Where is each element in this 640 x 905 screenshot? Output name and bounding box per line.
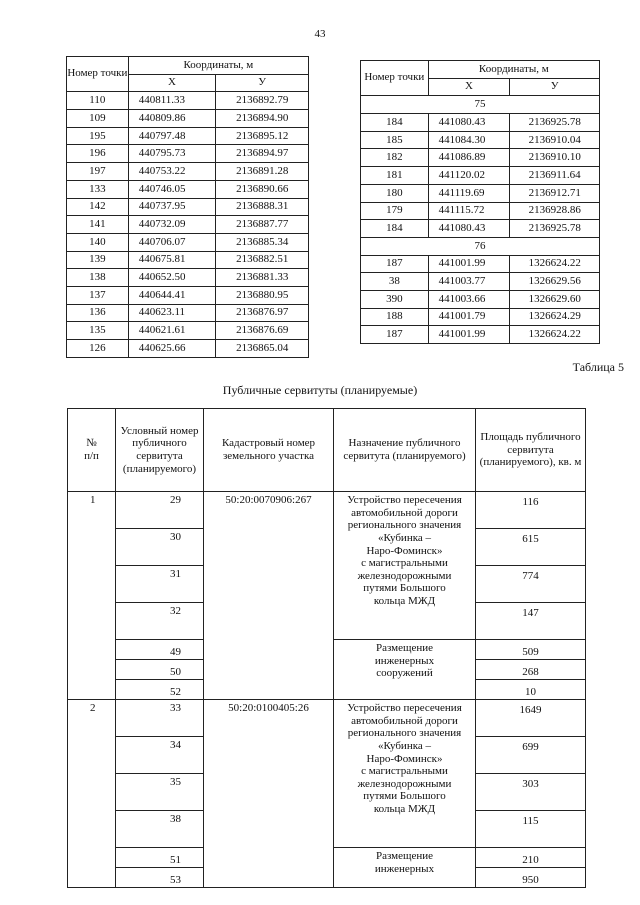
cell-y: 1326624.22 (510, 255, 600, 273)
group-label: 76 (361, 237, 600, 255)
group-row (361, 96, 600, 114)
servitude-number: 52 (116, 680, 204, 700)
cell-x: 441001.99 (428, 255, 510, 273)
cell-x: 441003.66 (428, 290, 510, 308)
cell-x: 440795.73 (128, 145, 216, 163)
purpose-text: Размещение инженерных (334, 848, 476, 888)
cell-y: 2136925.78 (510, 114, 600, 132)
table-row (67, 127, 309, 145)
area-value: 699 (476, 737, 586, 774)
cell-point: 38 (361, 273, 429, 291)
cell-x: 441120.02 (428, 167, 510, 185)
area-value: 10 (476, 680, 586, 700)
cell-y: 2136894.90 (216, 110, 309, 128)
cell-x: 441084.30 (428, 131, 510, 149)
cell-y: 2136892.79 (216, 92, 309, 110)
cell-x: 441080.43 (428, 220, 510, 238)
cell-x: 440625.66 (128, 340, 216, 358)
servitudes-table (67, 408, 586, 888)
area-value: 210 (476, 848, 586, 868)
cell-y: 1326629.56 (510, 273, 600, 291)
cell-x: 440675.81 (128, 251, 216, 269)
table-row (361, 308, 600, 326)
area-value: 615 (476, 529, 586, 566)
table-row (67, 198, 309, 216)
header-coordinates: Координаты, м (428, 61, 599, 79)
cell-y: 2136885.34 (216, 233, 309, 251)
table-row (361, 184, 600, 202)
area-value: 1649 (476, 700, 586, 737)
cell-y: 1326624.29 (510, 308, 600, 326)
table-row (361, 114, 600, 132)
table-row (361, 149, 600, 167)
cell-point: 188 (361, 308, 429, 326)
cell-y: 2136880.95 (216, 286, 309, 304)
table-row (67, 110, 309, 128)
header-x: X (428, 78, 510, 96)
cell-point: 126 (67, 340, 129, 358)
cell-point: 140 (67, 233, 129, 251)
cell-x: 440732.09 (128, 216, 216, 234)
table-row (67, 145, 309, 163)
servitude-number: 30 (116, 529, 204, 566)
header-servitude-number: Условный номер публичного сервитута (планируемого) (116, 409, 204, 492)
table-row (67, 216, 309, 234)
group-row (361, 237, 600, 255)
left-coordinates-table (66, 56, 309, 358)
cell-point: 109 (67, 110, 129, 128)
servitude-number: 38 (116, 811, 204, 848)
table-title: Публичные сервитуты (планируемые) (222, 383, 418, 397)
header-area: Площадь публичного сервитута (планируемого), кв. м (476, 409, 586, 492)
cell-point: 138 (67, 269, 129, 287)
cell-y: 2136894.97 (216, 145, 309, 163)
cell-x: 441001.99 (428, 326, 510, 344)
header-point-number: Номер точки (67, 57, 129, 92)
cell-x: 441115.72 (428, 202, 510, 220)
cell-y: 2136881.33 (216, 269, 309, 287)
cell-y: 2136888.31 (216, 198, 309, 216)
table-row (67, 340, 309, 358)
cell-point: 184 (361, 114, 429, 132)
table-row (361, 220, 600, 238)
cell-point: 133 (67, 180, 129, 198)
header-cadastral-number: Кадастровый номер земельного участка (204, 409, 334, 492)
area-value: 509 (476, 640, 586, 660)
servitude-number: 34 (116, 737, 204, 774)
cell-point: 187 (361, 326, 429, 344)
area-value: 115 (476, 811, 586, 848)
cell-y: 2136890.66 (216, 180, 309, 198)
header-x: X (128, 74, 216, 92)
cell-point: 110 (67, 92, 129, 110)
servitude-number: 50 (116, 660, 204, 680)
cell-x: 441003.77 (428, 273, 510, 291)
cell-point: 185 (361, 131, 429, 149)
header-coordinates: Координаты, м (128, 57, 308, 75)
cell-x: 440737.95 (128, 198, 216, 216)
cell-point: 139 (67, 251, 129, 269)
cell-point: 184 (361, 220, 429, 238)
table-row (361, 131, 600, 149)
area-value: 774 (476, 566, 586, 603)
cell-point: 141 (67, 216, 129, 234)
purpose-text: Устройство пересечения автомобильной дороги регионального значения «Кубинка – Наро-Фоминск» с магистральными железнодорожными путями Большого кольца МЖД (334, 700, 476, 848)
cadastral-number: 50:20:0070906:267 (204, 492, 334, 700)
table-row (67, 251, 309, 269)
cell-point: 187 (361, 255, 429, 273)
table-row (361, 202, 600, 220)
table-label: Таблица 5 (572, 360, 624, 374)
cell-x: 441001.79 (428, 308, 510, 326)
cell-x: 440809.86 (128, 110, 216, 128)
table-row (67, 304, 309, 322)
header-y: У (510, 78, 600, 96)
cell-point: 135 (67, 322, 129, 340)
table-row (67, 322, 309, 340)
servitude-number: 51 (116, 848, 204, 868)
cell-y: 2136895.12 (216, 127, 309, 145)
cell-y: 1326629.60 (510, 290, 600, 308)
cell-x: 441086.89 (428, 149, 510, 167)
cell-x: 441080.43 (428, 114, 510, 132)
right-coordinates-table (360, 60, 600, 344)
servitude-number: 33 (116, 700, 204, 737)
cell-y: 2136910.04 (510, 131, 600, 149)
header-purpose: Назначение публичного сервитута (планируемого) (334, 409, 476, 492)
cell-x: 440753.22 (128, 163, 216, 181)
header-row-number: № п/п (68, 409, 116, 492)
table-row (361, 290, 600, 308)
row-number: 1 (68, 492, 116, 700)
cell-y: 2136911.64 (510, 167, 600, 185)
table-row (67, 269, 309, 287)
servitude-number: 32 (116, 603, 204, 640)
cell-x: 440746.05 (128, 180, 216, 198)
cell-x: 440706.07 (128, 233, 216, 251)
servitude-number: 35 (116, 774, 204, 811)
table-row (361, 167, 600, 185)
cell-point: 137 (67, 286, 129, 304)
cell-y: 2136891.28 (216, 163, 309, 181)
table-row (361, 273, 600, 291)
servitude-number: 53 (116, 868, 204, 888)
cell-x: 441119.69 (428, 184, 510, 202)
cell-point: 181 (361, 167, 429, 185)
area-value: 950 (476, 868, 586, 888)
cell-y: 2136910.10 (510, 149, 600, 167)
group-label: 75 (361, 96, 600, 114)
cell-point: 142 (67, 198, 129, 216)
cell-point: 196 (67, 145, 129, 163)
table-row (67, 180, 309, 198)
table-row (67, 92, 309, 110)
area-value: 116 (476, 492, 586, 529)
cell-x: 440811.33 (128, 92, 216, 110)
cell-y: 2136876.69 (216, 322, 309, 340)
servitude-number: 31 (116, 566, 204, 603)
cell-y: 2136887.77 (216, 216, 309, 234)
header-y: У (216, 74, 309, 92)
cell-x: 440652.50 (128, 269, 216, 287)
servitude-number: 29 (116, 492, 204, 529)
cell-y: 2136928.86 (510, 202, 600, 220)
cell-x: 440797.48 (128, 127, 216, 145)
table-row (361, 255, 600, 273)
area-value: 147 (476, 603, 586, 640)
table-row (361, 326, 600, 344)
cadastral-number: 50:20:0100405:26 (204, 700, 334, 888)
cell-point: 197 (67, 163, 129, 181)
cell-point: 182 (361, 149, 429, 167)
table-row (67, 286, 309, 304)
purpose-text: Размещение инженерных сооружений (334, 640, 476, 700)
purpose-text: Устройство пересечения автомобильной дороги регионального значения «Кубинка – Наро-Фоминск» с магистральными железнодорожными путями Большого кольца МЖД (334, 492, 476, 640)
cell-y: 1326624.22 (510, 326, 600, 344)
cell-y: 2136876.97 (216, 304, 309, 322)
cell-x: 440644.41 (128, 286, 216, 304)
cell-y: 2136882.51 (216, 251, 309, 269)
cell-point: 390 (361, 290, 429, 308)
table-row (68, 492, 586, 529)
cell-point: 136 (67, 304, 129, 322)
row-number: 2 (68, 700, 116, 888)
page-number: 43 (314, 28, 326, 40)
cell-y: 2136925.78 (510, 220, 600, 238)
table-row (67, 233, 309, 251)
servitude-number: 49 (116, 640, 204, 660)
header-point-number: Номер точки (361, 61, 429, 96)
cell-y: 2136912.71 (510, 184, 600, 202)
table-row (68, 700, 586, 737)
area-value: 268 (476, 660, 586, 680)
cell-x: 440623.11 (128, 304, 216, 322)
cell-y: 2136865.04 (216, 340, 309, 358)
cell-point: 180 (361, 184, 429, 202)
area-value: 303 (476, 774, 586, 811)
cell-point: 195 (67, 127, 129, 145)
table-row (67, 163, 309, 181)
cell-x: 440621.61 (128, 322, 216, 340)
cell-point: 179 (361, 202, 429, 220)
